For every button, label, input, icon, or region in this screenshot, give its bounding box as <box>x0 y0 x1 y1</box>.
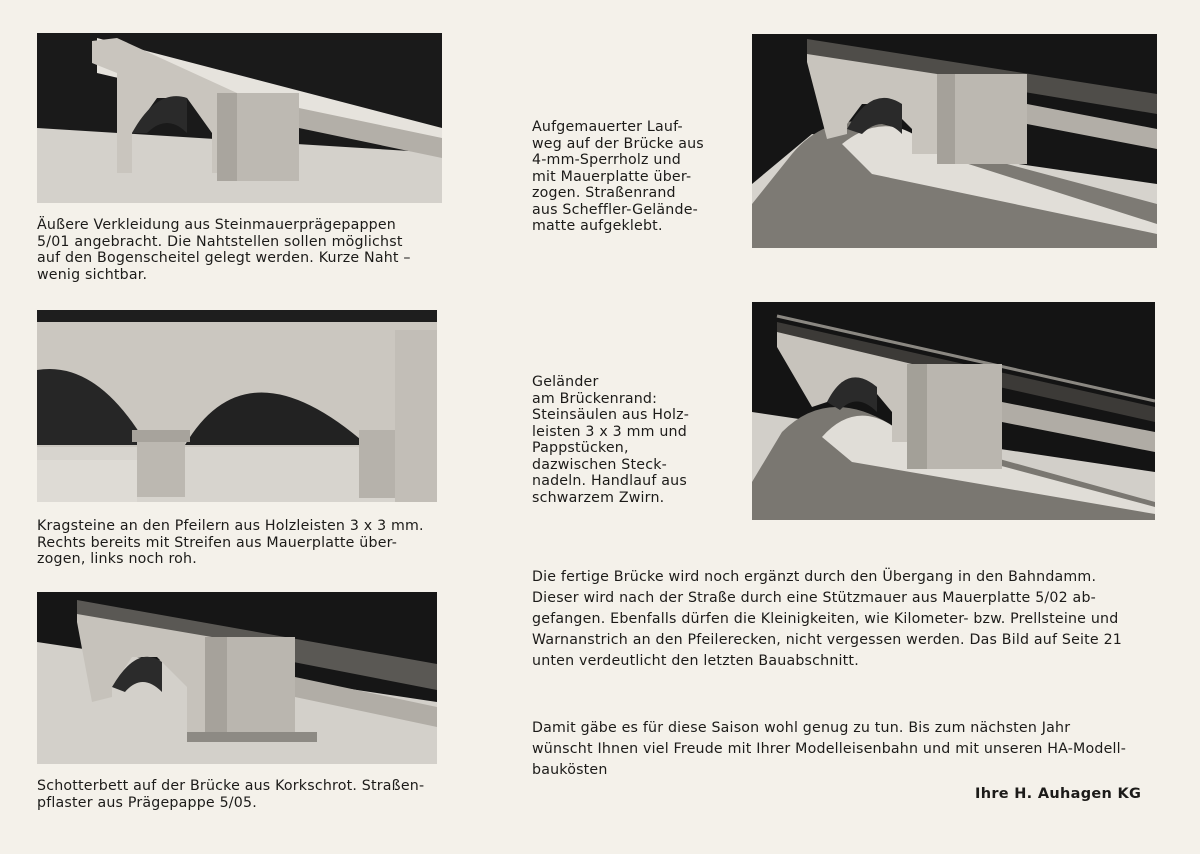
body-paragraph-closing: Damit gäbe es für diese Saison wohl genug zu tun. Bis zum nächsten Jahr wünscht Ihnen viel Freude mit Ihrer Modelleisenbahn und mit unseren HA-Modell- baukösten <box>532 720 1127 778</box>
photo-arches-brackets <box>37 310 437 502</box>
photo-bridge-cladding <box>37 33 442 203</box>
caption-ballast: Schotterbett auf der Brücke aus Korkschrot. Straßen- pflaster aus Prägepappe 5/05. <box>37 778 425 811</box>
caption-walkway: Aufgemauerter Lauf- weg auf der Brücke aus 4-mm-Sperrholz und mit Mauerplatte über- zogen. Straßenrand aus Scheffler-Gelände- matte aufgeklebt. <box>532 119 704 234</box>
caption-railing: Geländer am Brückenrand: Steinsäulen aus Holz- leisten 3 x 3 mm und Pappstücken, dazwischen Steck- nadeln. Handlauf aus schwarzem Zwirn. <box>532 374 690 506</box>
signature: Ihre H. Auhagen KG <box>975 786 1142 802</box>
photo-railing <box>752 302 1155 520</box>
caption-cladding: Äußere Verkleidung aus Steinmauerprägepappen 5/01 angebracht. Die Nahtstellen sollen möglichst auf den Bogenscheitel gelegt werden. Kurze Naht – wenig sichtbar. <box>37 217 411 283</box>
photo-ballast-bed <box>37 592 437 764</box>
body-paragraph-completion: Die fertige Brücke wird noch ergänzt durch den Übergang in den Bahndamm. Dieser wird nach der Straße durch eine Stützmauer aus Mauerplatte 5/02 ab- gefangen. Ebenfalls dürfen die Kleinigkeiten, wie Kilometer- bzw. Prellsteine und Warnanstrich an den Pfeilerecken, nicht vergessen werden. Das Bild auf Seite 21 unten verdeutlicht den letzten Bauabschnitt. <box>532 569 1123 669</box>
caption-brackets: Kragsteine an den Pfeilern aus Holzleisten 3 x 3 mm. Rechts bereits mit Streifen aus Mauerplatte über- zogen, links noch roh. <box>37 518 424 567</box>
photo-walkway <box>752 34 1157 248</box>
